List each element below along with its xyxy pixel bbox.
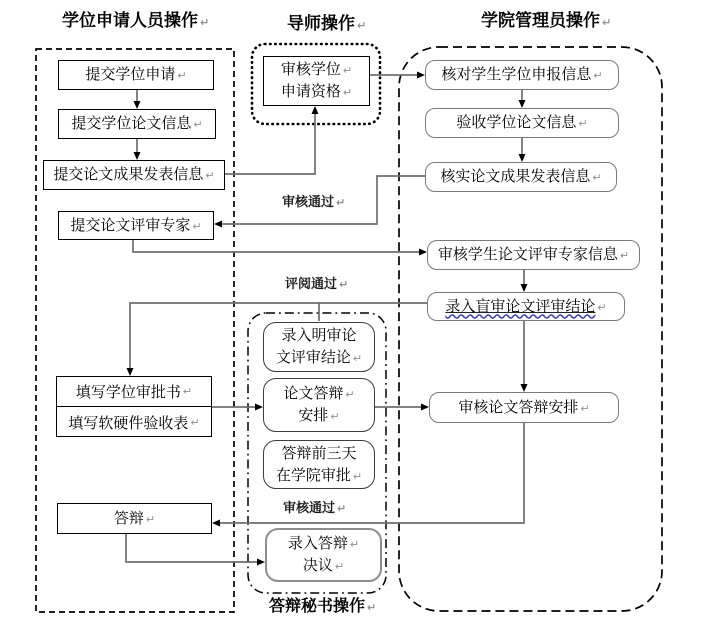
return-mark: ↵ — [334, 560, 345, 573]
node-verify-publication-info — [425, 162, 617, 192]
node-submit-degree-application — [58, 60, 214, 90]
supervisor-lane-title — [287, 15, 366, 34]
return-mark: ↵ — [593, 69, 603, 83]
return-mark: ↵ — [349, 538, 360, 552]
return-mark: ↵ — [352, 352, 363, 365]
return-mark: ↵ — [193, 118, 203, 132]
node-review-expert-info — [427, 240, 640, 270]
return-mark: ↵ — [342, 64, 353, 78]
node-text: 核对学生学位申报信息 — [441, 65, 592, 84]
node-text: 文评审结论 — [275, 348, 351, 366]
node-text: 提交论文评审专家 — [70, 215, 191, 234]
return-mark: ↵ — [619, 249, 630, 263]
return-mark: ↵ — [190, 415, 200, 429]
node-check-student-application-info — [425, 60, 619, 90]
node-text: 答辩 — [113, 508, 144, 527]
node-verify-degree-qualification — [263, 56, 370, 106]
return-mark: ↵ — [205, 169, 215, 183]
node-approve-three-days-before — [263, 440, 375, 489]
node-text: 提交学位论文信息 — [71, 114, 192, 133]
return-mark: ↵ — [337, 502, 347, 515]
edge-label-approved-bottom — [283, 502, 346, 516]
edge-label-review-passed — [285, 278, 348, 292]
node-enter-blind-review-conclusion[interactable] — [427, 292, 625, 321]
return-mark: ↵ — [578, 117, 588, 131]
return-mark: ↵ — [145, 512, 156, 526]
node-text: 答辩前三天 — [281, 443, 357, 462]
node-text: 安排 — [298, 406, 329, 424]
edge-label-approved-top — [282, 196, 345, 210]
node-text: 决议 — [302, 556, 333, 574]
node-text-link[interactable]: 录入盲审论文评审结论 — [445, 296, 596, 315]
return-mark: ↵ — [182, 385, 193, 398]
return-mark: ↵ — [177, 69, 187, 83]
secretary-lane-title-text: 答辩秘书操作 — [269, 596, 366, 615]
return-mark: ↵ — [200, 16, 210, 29]
node-text: 在学院审批 — [275, 465, 351, 484]
return-mark: ↵ — [357, 19, 367, 32]
arrow-a6-t4 — [126, 534, 258, 562]
node-text: 录入答辩 — [287, 534, 348, 553]
node-text: 提交论文成果发表信息 — [53, 165, 204, 184]
node-text: 提交学位申请 — [85, 65, 176, 84]
return-mark: ↵ — [330, 410, 340, 423]
arrow-a3-supervisor — [225, 113, 315, 174]
node-text: 验收学位论文信息 — [456, 113, 577, 132]
return-mark: ↵ — [336, 196, 346, 209]
node-fill-forms-group — [56, 376, 212, 437]
node-thesis-defense-arrangement — [263, 378, 375, 432]
applicant-lane-title-text: 学位申请人员操作 — [62, 11, 198, 31]
admin-lane-title — [481, 12, 611, 31]
node-text: 填写学位审批书 — [75, 383, 181, 401]
return-mark: ↵ — [597, 300, 607, 314]
node-accept-thesis-info — [425, 108, 619, 138]
return-mark: ↵ — [345, 388, 355, 402]
edge-label-text: 审核通过 — [282, 195, 335, 210]
applicant-lane-title — [62, 12, 209, 31]
node-text: 录入明审论 — [281, 326, 357, 345]
supervisor-lane-title-text: 导师操作 — [287, 14, 355, 34]
return-mark: ↵ — [580, 401, 590, 415]
arrow-a4-m4 — [133, 240, 420, 252]
secretary-lane-title — [269, 597, 376, 615]
return-mark: ↵ — [602, 16, 612, 29]
node-text: 论文答辩 — [283, 384, 344, 403]
node-text: 核实论文成果发表信息 — [440, 167, 591, 186]
return-mark: ↵ — [592, 171, 602, 185]
node-submit-review-experts — [58, 211, 214, 240]
node-text: 审核论文答辩安排 — [458, 397, 579, 416]
node-text: 填写软硬件验收表 — [68, 413, 189, 432]
node-fill-degree-approval-form — [57, 377, 211, 407]
node-text: 审核学生论文评审专家信息 — [437, 245, 618, 264]
edge-label-text: 审核通过 — [283, 501, 336, 516]
node-submit-thesis-info — [58, 109, 216, 139]
node-fill-hw-sw-acceptance-form — [57, 407, 211, 437]
node-review-defense-arrangement — [429, 392, 619, 423]
return-mark: ↵ — [352, 469, 363, 483]
node-enter-defense-resolution — [265, 528, 382, 582]
node-text: 审核学位 — [280, 60, 341, 79]
node-enter-open-review-conclusion — [263, 322, 375, 372]
return-mark: ↵ — [342, 86, 353, 99]
return-mark: ↵ — [367, 601, 377, 614]
admin-lane-title-text: 学院管理员操作 — [481, 11, 600, 31]
return-mark: ↵ — [339, 278, 349, 291]
node-defense — [57, 503, 212, 534]
node-submit-publication-info — [43, 160, 225, 190]
return-mark: ↵ — [192, 219, 202, 233]
node-text: 申请资格 — [280, 82, 341, 100]
edge-label-text: 评阅通过 — [285, 277, 338, 292]
